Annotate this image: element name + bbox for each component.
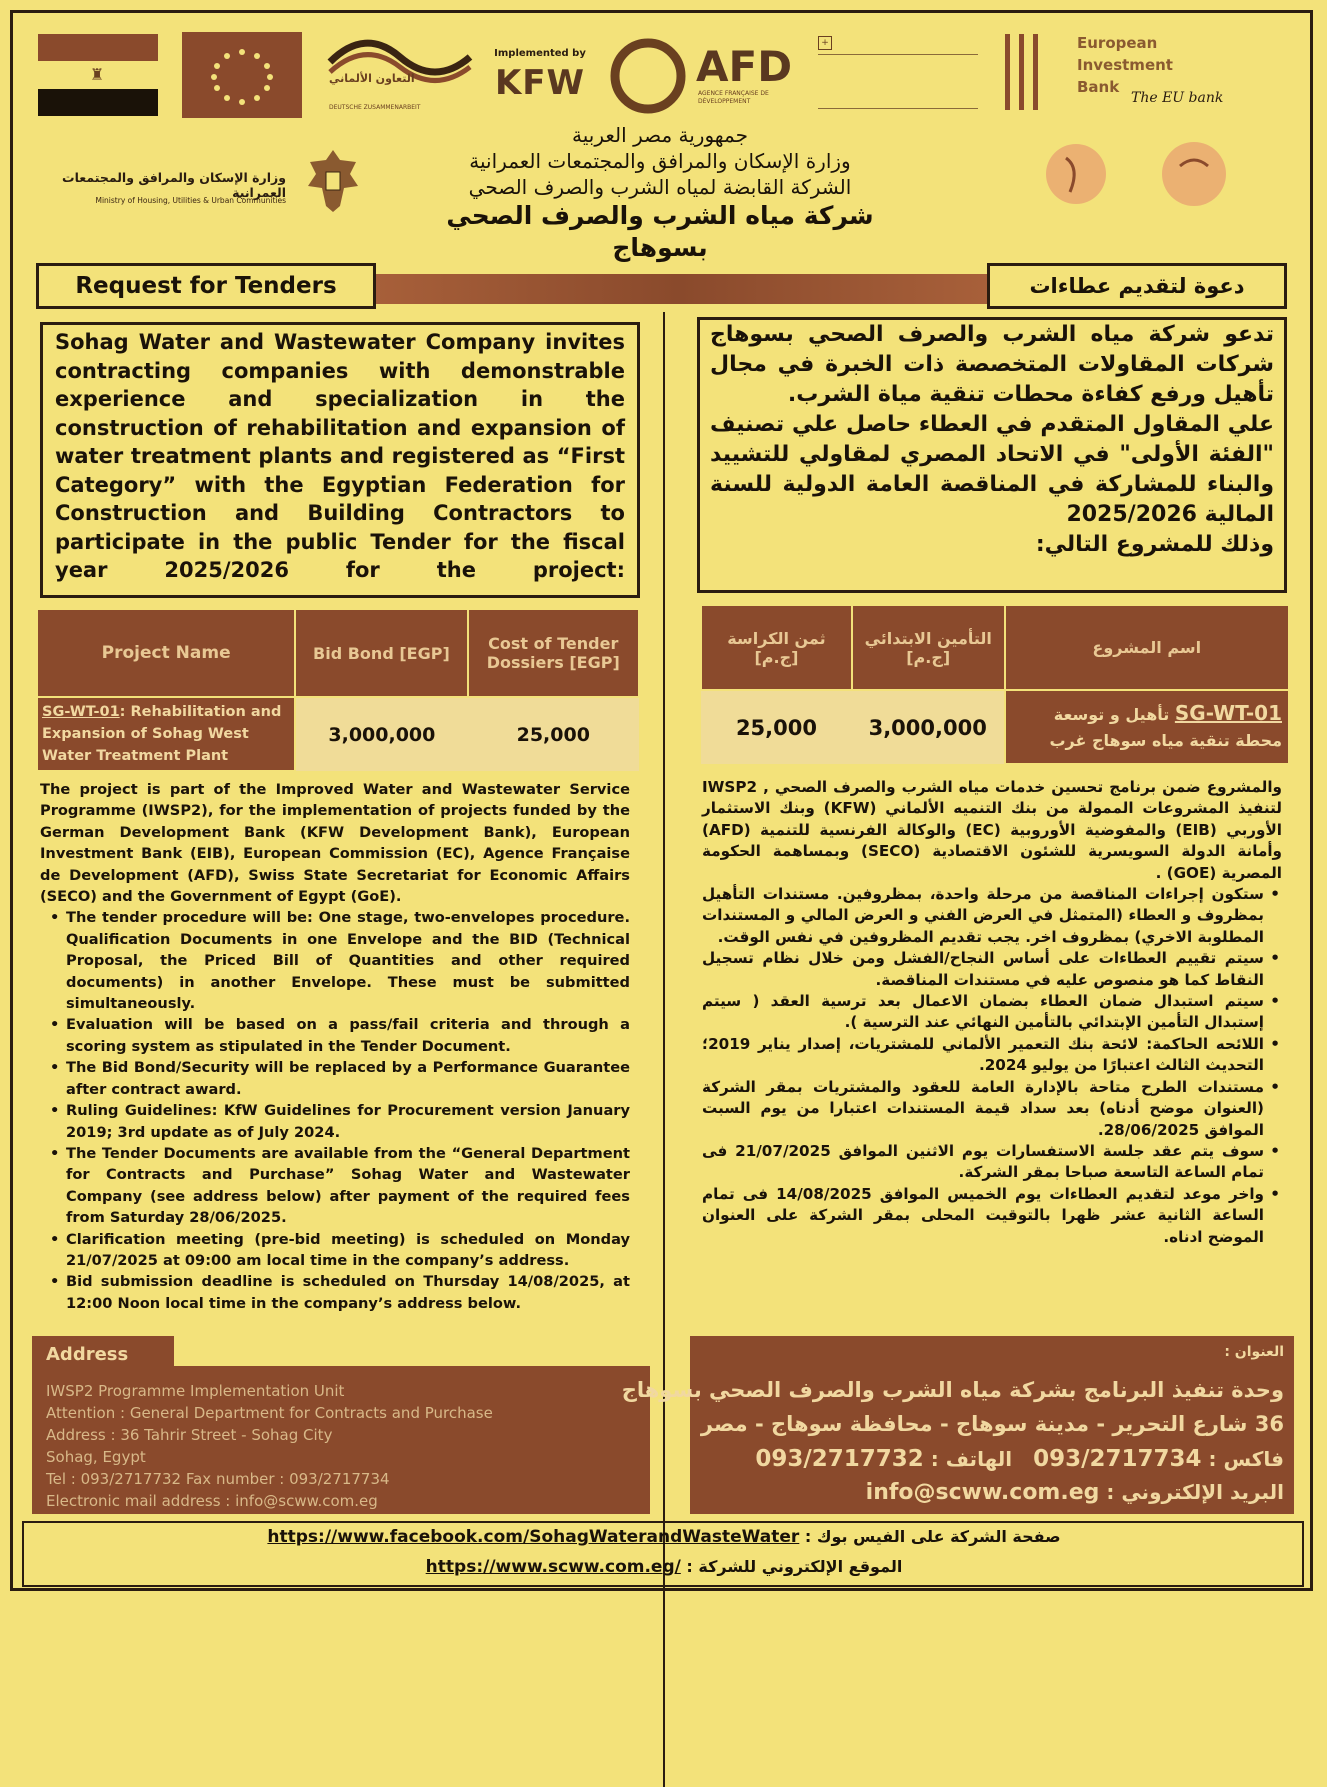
list-item: • سوف يتم عقد جلسة الاستفسارات يوم الاثنين الموافق 21/07/2025 فى تمام الساعة التاسعة صباحا بمقر الشركة. [702,1141,1282,1184]
eu-flag [182,32,302,118]
list-item: • سيتم تقييم العطاءات على أساس النجاح/الفشل ومن خلال نظام تسجيل النقاط كما هو منصوص عليه في مستندات المناقصة. [702,948,1282,991]
tel-label: الهاتف : [930,1447,1013,1471]
egypt-flag: ♜ [38,34,158,116]
sohag-company-logo [1138,140,1248,212]
project-ar-name: تأهيل و توسعة محطة تنقية مياه سوهاج غرب [1049,705,1282,750]
table-cell-project [37,697,295,771]
giz-logo [325,32,475,118]
banner-english-text: Request for Tenders [75,273,337,299]
project-code: SG-WT-01 [42,704,120,720]
project-ar-code: SG-WT-01 [1174,701,1282,725]
kfw-implemented-text: Implemented by [494,48,586,59]
seco-logo: + [818,36,988,116]
banner-arabic [987,263,1287,309]
email-address: info@scww.com.eg [865,1480,1100,1505]
footer-website-row [24,1557,1304,1577]
email-label: البريد الإلكتروني : [1106,1480,1284,1504]
table-header-bid-bond: Bid Bond [EGP] [295,609,467,697]
banner-english [36,263,376,309]
intro-arabic-p1: تدعو شركة مياه الشرب والصرف الصحي بسوهاج شركات المقاولات المتخصصة ذات الخبرة في مجال تأهيل ورفع كفاءة محطات تنقية مياة الشرب. [710,322,1274,407]
footer-box [22,1521,1304,1587]
address-ar-title: العنوان : [1224,1344,1284,1360]
list-item: • ستكون إجراءات المناقصة من مرحلة واحدة، بمظروفين. مستندات التأهيل بمظروف و العطاء (المتمثل في العرض الفني و العرض المالي و المستندات المطلوبة الاخري) بمظروف اخر. يجب تقديم المظروفين في نفس الوقت. [702,884,1282,948]
eib-line2: Investment [1077,56,1173,74]
intro-arabic-p3: وذلك للمشروع التالي: [1035,532,1274,557]
website-link[interactable]: https://www.scww.com.eg/ [425,1557,681,1577]
holding-company-logo [1030,140,1120,212]
address-title: Address [46,1344,129,1365]
address-line-attention: Attention : General Department for Contracts and Purchase [46,1404,493,1422]
giz-english-text: DEUTSCHE ZUSAMMENARBEIT [329,104,421,111]
header-title-block [400,122,920,264]
list-item: • سيتم استبدال ضمان العطاء بضمان الاعمال بعد ترسية العقد ( سيتم إستبدال التأمين الإبتدائي بالتأمين النهائي عند الترسية ). [702,991,1282,1034]
table-ar-cell-cost: 25,000 [701,690,852,764]
address-line-phone: Tel : 093/2717732 Fax number : 093/2717734 [46,1470,390,1488]
list-item: • اللائحه الحاكمة: لائحة بنك التعمير الألماني للمشتريات، إصدار يناير 2019؛ التحديث الثالث اعتبارًا من يوليو 2024. [702,1034,1282,1077]
programme-arabic: والمشروع ضمن برنامج تحسين خدمات مياه الشرب والصرف الصحي , IWSP2 لتنفيذ المشروعات الممولة من بنك التنميه الألماني (KFW) وبنك الاستثمار الأوربي (EIB) والمفوضية الأوروبية (EC) والوكالة الفرنسية للتنمية (AFD) وأمانة الدولة السويسرية للشئون الاقتصادية (SECO) وبمساهمة الحكومة المصرية (GOE) . [702,778,1282,882]
table-ar-header-cost: ثمن الكراسة [ج.م] [701,605,852,690]
address-line-email: Electronic mail address : info@scww.com.eg [46,1492,378,1510]
ministry-english: Ministry of Housing, Utilities & Urban Communities [95,196,286,205]
address-ar-line-unit: وحدة تنفيذ البرنامج بشركة مياه الشرب والصرف الصحي بسوهاج [621,1378,1284,1402]
intro-english-box [40,322,640,598]
address-ar-line-street: 36 شارع التحرير - مدينة سوهاج - محافظة سوهاج - مصر [700,1412,1284,1436]
table-header-cost: Cost of Tender Dossiers [EGP] [468,609,639,697]
intro-arabic-p2: علي المقاول المتقدم في العطاء حاصل علي تصنيف "الفئة الأولى" في الاتحاد المصري لمقاولي للتشييد والبناء للمشاركة في المناقصة العامة الدولية للسنة المالية 2025/2026 [710,412,1274,527]
facebook-label: صفحة الشركة على الفيس بوك : [804,1527,1061,1546]
table-ar-cell-bid-bond: 3,000,000 [852,690,1005,764]
table-cell-bid-bond: 3,000,000 [295,697,467,771]
fax-number: 093/2717734 [1033,1446,1202,1472]
eib-line1: European [1077,34,1158,52]
tel-number: 093/2717732 [755,1446,924,1472]
address-line-street: Address : 36 Tahrir Street - Sohag City [46,1426,333,1444]
banner-bar [366,274,992,304]
eib-line3: Bank [1077,78,1120,96]
address-title-gap [174,1336,650,1366]
body-english [40,779,630,1314]
afd-logo [606,34,806,120]
conditions-list-english [40,907,630,1314]
list-item: • مستندات الطرح متاحة بالإدارة العامة للعقود والمشتريات بمقر الشركة (العنوان موضح أدناه) بعد سداد قيمة المستندات اعتبارا من يوم السبت الموافق 28/06/2025. [702,1077,1282,1141]
banner-arabic-text: دعوة لتقديم عطاءات [1029,274,1245,298]
project-name: : Rehabilitation and Expansion of Sohag West Water Treatment Plant [42,704,282,764]
eib-tagline: The EU bank [1131,90,1224,106]
table-ar-header-bid-bond: التأمين الابتدائي [ج.م] [852,605,1005,690]
list-item: • The Tender Documents are available from the “General Department for Contracts and Purchase” Sohag Water and Wastewater Company (see address below) after payment of the required fees from Saturday 28/06/2025. [40,1143,630,1229]
body-arabic [702,777,1282,1248]
address-line-city: Sohag, Egypt [46,1448,146,1466]
company-name: شركة مياه الشرب والصرف الصحي بسوهاج [446,201,874,262]
address-lines [46,1380,493,1512]
list-item: • The Bid Bond/Security will be replaced by a Performance Guarantee after contract award. [40,1057,630,1100]
kfw-text: KFW [494,63,586,103]
intro-arabic-box [697,317,1287,593]
list-item: • Bid submission deadline is scheduled on Thursday 14/08/2025, at 12:00 Noon local time in the company’s address below. [40,1271,630,1314]
address-english-box [32,1336,650,1514]
country-name: جمهورية مصر العربية [572,123,748,147]
address-line-unit: IWSP2 Programme Implementation Unit [46,1382,345,1400]
list-item: • Evaluation will be based on a pass/fail criteria and through a scoring system as stipulated in the Tender Document. [40,1014,630,1057]
afd-text: AFD [696,42,793,91]
table-ar-header-project: اسم المشروع [1005,605,1289,690]
eib-logo [1005,30,1235,120]
table-header-project-name: Project Name [37,609,295,697]
list-item: • Clarification meeting (pre-bid meeting) is scheduled on Monday 21/07/2025 at 09:00 am local time in the company’s address. [40,1229,630,1272]
conditions-list-arabic [702,884,1282,1248]
address-title-tab [32,1336,174,1372]
list-item: • The tender procedure will be: One stage, two-envelopes procedure. Qualification Documents in one Envelope and the BID (Technical Proposal, the Priced Bill of Quantities and other required documents) in another Envelope. These must be submitted simultaneously. [40,907,630,1014]
fax-label: فاكس : [1208,1447,1284,1471]
table-ar-cell-project [1005,690,1289,764]
address-ar-line-email [866,1480,1284,1505]
programme-english: The project is part of the Improved Water and Wastewater Service Programme (IWSP2), for the implementation of projects funded by the German Development Bank (KFW Development Bank), European Investment Bank (EIB), European Commission (EC), Agence Française de Development (AFD), Swiss State Secretariat for Economic Affairs (SECO) and the Government of Egypt (GoE). [40,781,630,906]
intro-english-text: Sohag Water and Wastewater Company invites contracting companies with demonstrable experience and specialization in the construction of rehabilitation and expansion of water treatment plants and registered as “First Category” with the Egyptian Federation for Construction and Building Contractors to participate in the public Tender for the fiscal year 2025/2026 for the project: [55,330,625,582]
footer-facebook-row [24,1527,1304,1547]
address-arabic-box [621,1336,1294,1514]
address-ar-line-contact [755,1446,1284,1472]
afd-subtitle: AGENCE FRANÇAISE DE DÉVELOPPEMENT [698,90,769,105]
eagle-emblem-icon [300,146,366,216]
project-table-arabic [700,604,1290,765]
website-label: الموقع الإلكتروني للشركة : [686,1557,903,1576]
list-item: • واخر موعد لتقديم العطاءات يوم الخميس الموافق 14/08/2025 فى تمام الساعة الثانية عشر ظهرا بالتوقيت المحلى بمقر الشركة على العنوان الموضح ادناه. [702,1184,1282,1248]
project-table-english [36,608,640,772]
ministry-logo [36,140,366,220]
ministry-arabic: وزارة الإسكان والمرافق والمجتمعات العمرانية [62,170,286,200]
giz-arabic-text: التعاون الألماني [329,72,415,85]
facebook-link[interactable]: https://www.facebook.com/SohagWaterandWasteWater [267,1527,800,1547]
ministry-name: وزارة الإسكان والمرافق والمجتمعات العمرانية [469,149,851,173]
holding-company-name: الشركة القابضة لمياه الشرب والصرف الصحي [468,175,852,199]
kfw-logo [490,48,590,118]
table-cell-cost: 25,000 [468,697,639,771]
list-item: • Ruling Guidelines: KfW Guidelines for Procurement version January 2019; 3rd update as of July 2024. [40,1100,630,1143]
